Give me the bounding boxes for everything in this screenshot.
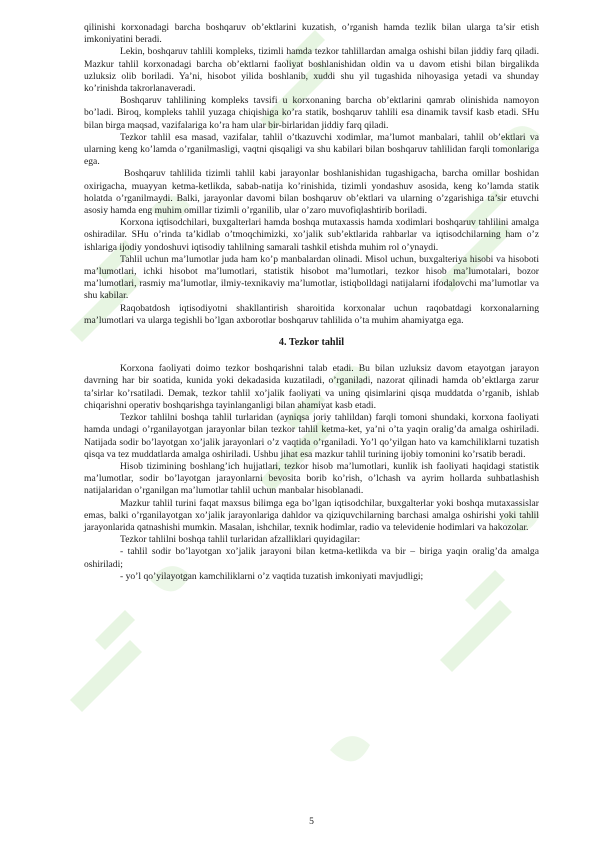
paragraph: Lekin, boshqaruv tahlili kompleks, tizimli hamda tezkor tahlillardan amalga oshishi bilan jiddiy farq qiladi. Mazkur tahlil korxonadagi barcha ob’ektlarni faoliyat boshlanishidan oldin va u davom etishi bilan birgalikda uzluksiz olib boriladi. Ya’ni, hisobot yilida boshlanib, xuddi shu yil tugashida nihoyasiga yetadi va shunday ko’rinishda takrorlanaveradi. xyxy=(84,46,539,95)
paragraph: Tezkor tahlilni boshqa tahlil turlaridan afzalliklari quyidagilar: xyxy=(120,534,361,546)
paragraph: Boshqaruv tahlilida tizimli tahlil kabi jarayonlar boshlanishidan tugashigacha, barcha omillar boshidan oxirigacha, muayyan ketma-ketlikda, sabab-natija ko’rinishida, tizimli yondashuv asosida, keng ko’lamda statik holatda o’rganilmaydi. Balki, jarayonlar davomi bilan boshqaruv ob’ektlari va ularning o’zgarishiga ta’sir etuvchi asosiy hamda eng muhim omillar tizimli o’rganilib, ular o’zaro muvofiqlashtirib boriladi. xyxy=(84,168,539,217)
paragraph: Tezkor tahlil esa masad, vazifalar, tahlil o’tkazuvchi xodimlar, ma’lumot manbalari, tahlil ob’ektlari va ularning keng ko’lamda o’rganilmasligi, vaqtni qisqaligi va shu kabilari bilan boshqaruv tahlilidan farqli tomonlariga ega. xyxy=(84,131,539,168)
text-block-top xyxy=(84,22,539,327)
document-page xyxy=(84,22,539,827)
section-heading: 4. Tezkor tahlil xyxy=(278,337,345,349)
paragraph: Raqobatdosh iqtisodiyotni shakllantirish sharoitida korxonalar uchun raqobatdagi korxonalarning ma’lumotlari va ularga tegishli bo’lgan axborotlar boshqaruv tahlilida o’ta muhim ahamiyatga ega. xyxy=(84,302,539,326)
text-block-bottom xyxy=(84,363,539,583)
paragraph: Korxona iqtisodchilari, buxgalterlari hamda boshqa mutaxassis hamda xodimlari boshqaruv tahlilini amalga oshiradilar. SHu o’rinda ta’kidlab o’tmoqchimizki, xo’jalik sub’ektlarida rahbarlar va iqtisodchilarning ham o’z ishlariga ijodiy yondoshuvi iqtisodiy tahlilning samarali tashkil etishda muhim rol o’ynaydi. xyxy=(84,217,539,253)
list-item: - yo’l qo’yilayotgan kamchiliklarni o’z vaqtida tuzatish imkoniyati mavjudligi; xyxy=(120,570,424,582)
paragraph: Mazkur tahlil turini faqat maxsus bilimga ega bo’lgan iqtisodchilar, buxgalterlar yoki boshqa mutaxassislar emas, balki o’rganilayotgan xo’jalik jarayonlariga dahldor va qiziquvchilarning barchasi amalga oshirishi yoki tahlil jarayonlarida qatnashishi mumkin. Masalan, ishchilar, texnik hodimlar, radio va televidenie hodimlari va hakozolar. xyxy=(84,497,539,533)
list-item: - tahlil sodir bo’layotgan xo’jalik jarayoni bilan ketma-ketlikda va bir – biriga yaqin oralig’da amalga oshiriladi; xyxy=(84,546,539,570)
paragraph: Korxona faoliyati doimo tezkor boshqarishni talab etadi. Bu bilan uzluksiz davom etayotgan jarayon davrning har bir soatida, kunida yoki dekadasida kuzatiladi, o’rganiladi, nazorat qilinadi hamda ob’ektlarga zarur ta’sirlar ko’rsatiladi. Demak, tezkor tahlil xo’jalik faoliyati va uning qisimlarini qisqa muddatda o’rganib, ishlab chiqarishni operativ boshqarishga tayinlanganligi bilan ahamiyat kasb etadi. xyxy=(84,363,539,411)
page-number: 5 xyxy=(309,816,314,827)
paragraph: Hisob tizimining boshlang’ich hujjatlari, tezkor hisob ma’lumotlari, kunlik ish faoliyati haqidagi statistik ma’lumotlar, sodir bo’layotgan jarayonlarni bevosita borib ko’rish, o’lchash va ayrim hollarda suhbatlashish natijalaridan o’rganilgan ma’lumotlar tahlil uchun manbalar hisoblanadi. xyxy=(84,460,539,497)
paragraph: qilinishi korxonadagi barcha boshqaruv ob’ektlarini kuzatish, o’rganish hamda tezlik bilan ularga ta’sir etish imkoniyatini beradi. xyxy=(84,22,539,46)
paragraph: Tezkor tahlilni boshqa tahlil turlaridan (ayniqsa joriy tahlildan) farqli tomoni shundaki, korxona faoliyati hamda undagi o’rganilayotgan jarayonlar bilan tezkor tahlil ketma-ket, ya’ni o’ta yaqin oralig’da amalga oshiriladi. Natijada sodir bo’layotgan xo’jalik jarayonlari o’z vaqtida o’rganiladi. Yo’l qo’yilgan hato va kamchiliklarni tuzatish qisqa va tez muddatlarda amalga oshiriladi. Ushbu jihat esa mazkur tahlil turining ijobiy tomonini ko’rsatib beradi. xyxy=(84,412,539,460)
paragraph: Boshqaruv tahlilining kompleks tavsifi u korxonaning barcha ob’ektlarini qamrab olinishida namoyon bo’ladi. Biroq, kompleks tahlil yuzaga chiqishiga ko’ra statik, boshqaruv tahlili esa dinamik tavsif kasb etadi. SHu bilan birga maqsad, vazifalariga ko’ra ham ular bir-birlaridan jiddiy farq qiladi. xyxy=(84,95,539,131)
paragraph: Tahlil uchun ma’lumotlar juda ham ko’p manbalardan olinadi. Misol uchun, buxgalteriya hisobi va hisoboti ma’lumotlari, ichki hisobot ma’lumotlari, statistik hisobot ma’lumotlari, tezkor hisob ma’lumotalari, bozor ma’lumotlari, rasmiy ma’lumotlar, ilmiy-texnikaviy ma’lumotlar, istiqbolldagi natijalarni ifodalovchi ma’lumotlar va shu kabilar. xyxy=(84,253,539,302)
